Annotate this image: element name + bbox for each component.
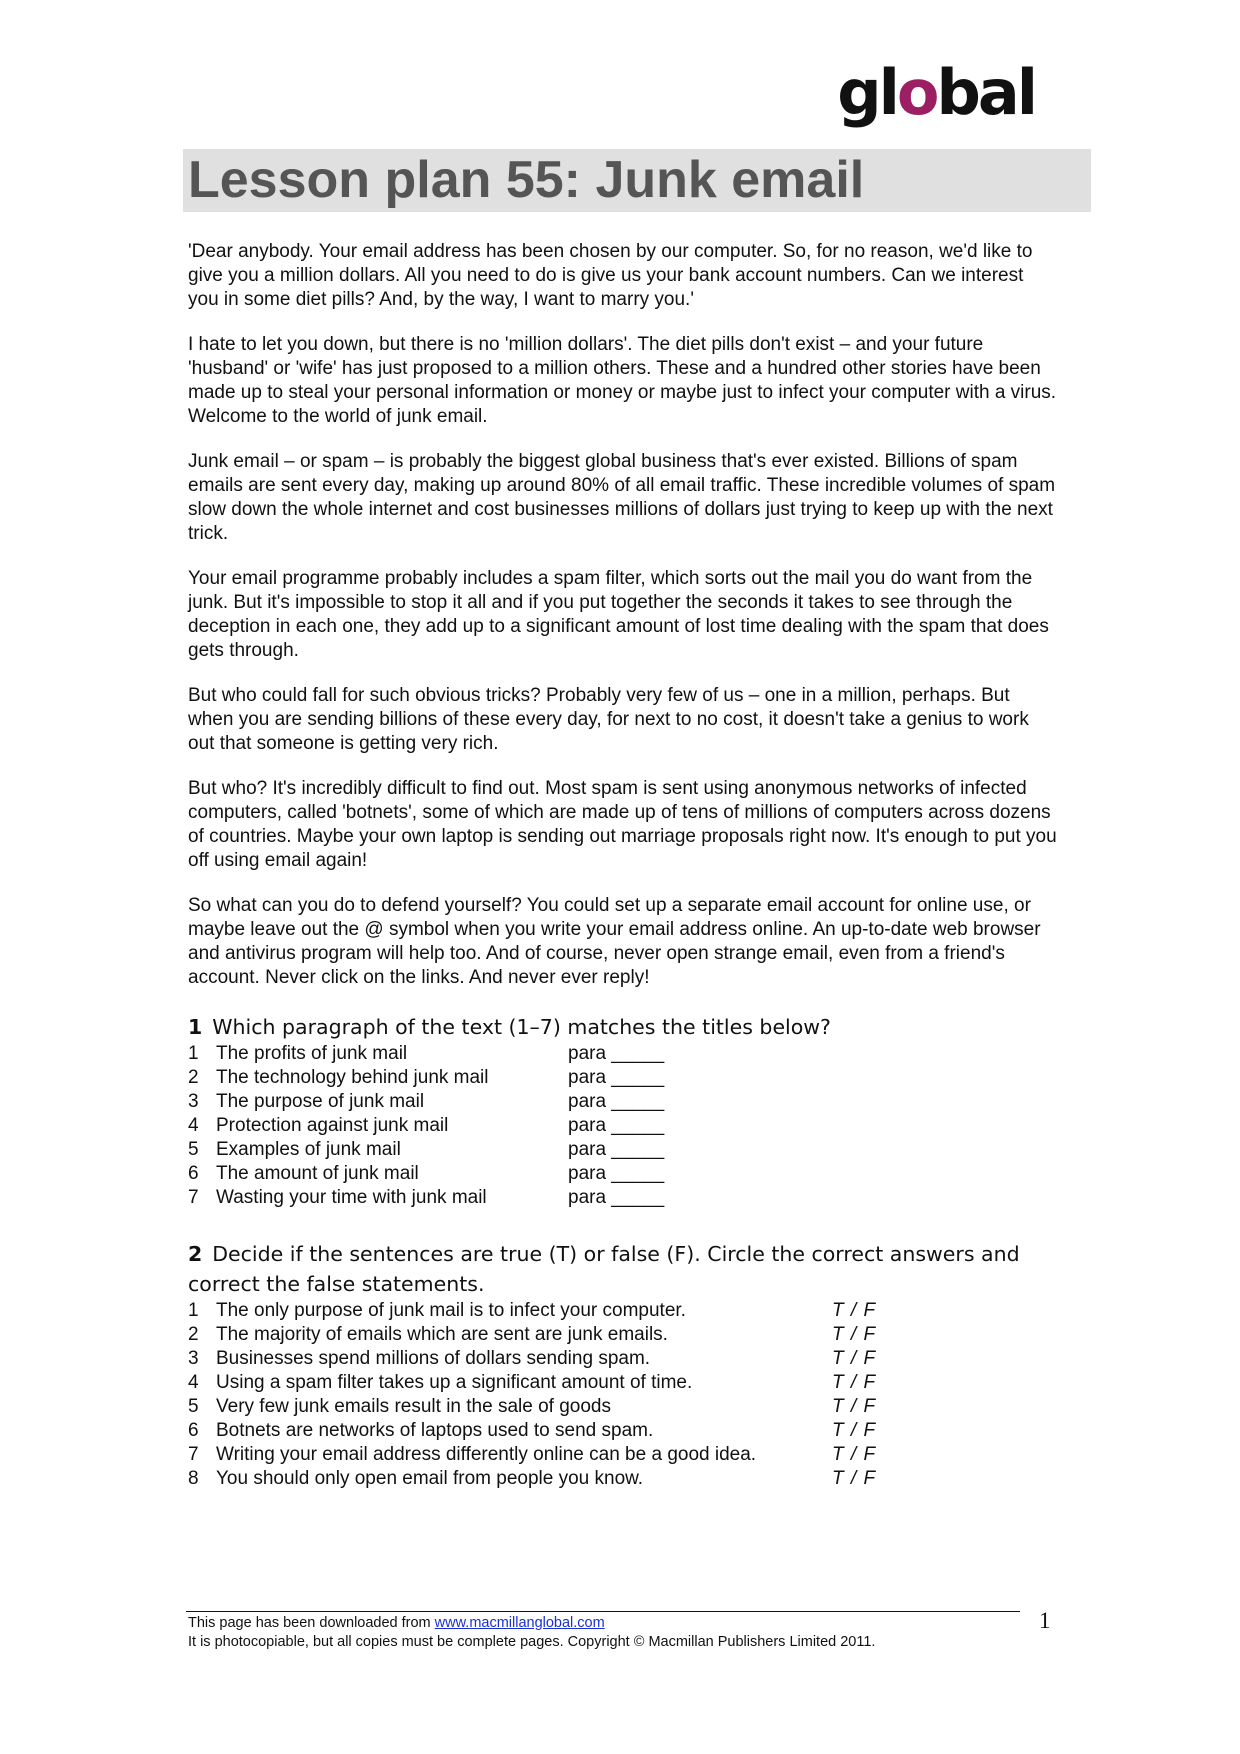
list-item	[188, 1371, 1038, 1395]
item-number: 5	[188, 1396, 199, 1417]
item-statement: Very few junk emails result in the sale of goods	[216, 1396, 611, 1417]
item-statement: Businesses spend millions of dollars sending spam.	[216, 1348, 651, 1369]
item-number: 2	[188, 1067, 199, 1088]
para-answer-blank[interactable]: para _____	[568, 1187, 665, 1208]
item-number: 6	[188, 1163, 199, 1184]
true-false-choice[interactable]: T / F	[832, 1348, 877, 1369]
item-title: The amount of junk mail	[216, 1163, 419, 1184]
true-false-choice[interactable]: T / F	[832, 1324, 877, 1345]
true-false-choice[interactable]: T / F	[832, 1300, 877, 1321]
para-answer-blank[interactable]: para _____	[568, 1115, 665, 1136]
exercise-2-heading	[188, 1239, 1038, 1299]
page-footer	[188, 1614, 875, 1652]
item-number: 7	[188, 1444, 199, 1465]
item-number: 7	[188, 1187, 199, 1208]
footer-divider	[186, 1611, 1020, 1612]
para-answer-blank[interactable]: para _____	[568, 1139, 665, 1160]
list-item	[188, 1467, 1038, 1491]
logo-end: bal	[936, 56, 1035, 129]
list-item	[188, 1395, 1038, 1419]
list-item	[188, 1162, 1038, 1186]
item-statement: You should only open email from people you know.	[216, 1468, 644, 1489]
paragraph-4: Your email programme probably includes a spam filter, which sorts out the mail you do want from the junk. But it's impossible to stop it all and if you put together the seconds it takes to see through the deception in each one, they add up to a significant amount of lost time dealing with the spam that does gets through.	[188, 568, 1049, 661]
list-item	[188, 1066, 1038, 1090]
item-number: 6	[188, 1420, 199, 1441]
macmillan-global-link[interactable]: www.macmillanglobal.com	[434, 1615, 605, 1631]
item-title: Wasting your time with junk mail	[216, 1187, 487, 1208]
true-false-choice[interactable]: T / F	[832, 1396, 877, 1417]
list-item	[188, 1347, 1038, 1371]
exercise-1-heading	[188, 1012, 1038, 1042]
item-number: 3	[188, 1348, 199, 1369]
list-item	[188, 1090, 1038, 1114]
item-title: The purpose of junk mail	[216, 1091, 425, 1112]
item-title: The technology behind junk mail	[216, 1067, 489, 1088]
paragraph-6: But who? It's incredibly difficult to find out. Most spam is sent using anonymous networks of infected computers, called 'botnets', some of which are made up of tens of millions of computers across dozens of countries. Maybe your own laptop is sending out marriage proposals right now. It's enough to put you off using email again!	[188, 778, 1057, 871]
paragraph-7: So what can you do to defend yourself? You could set up a separate email account for online use, or maybe leave out the @ symbol when you write your email address online. An up-to-date web browser and antivirus program will help too. And of course, never open strange email, even from a friend's account. Never click on the links. And never ever reply!	[188, 895, 1041, 988]
true-false-choice[interactable]: T / F	[832, 1420, 877, 1441]
paragraph-2: I hate to let you down, but there is no 'million dollars'. The diet pills don't exist – and your future 'husband' or 'wife' has just proposed to a million others. These and a hundred other stories have been made up to steal your personal information or money or maybe just to infect your computer with a virus. Welcome to the world of junk email.	[188, 334, 1057, 427]
page-number: 1	[1039, 1608, 1051, 1633]
exercise-1-number: 1	[188, 1015, 203, 1039]
item-number: 4	[188, 1115, 199, 1136]
article-body	[188, 240, 1058, 1011]
list-item	[188, 1419, 1038, 1443]
item-statement: Writing your email address differently online can be a good idea.	[216, 1444, 757, 1465]
list-item	[188, 1299, 1038, 1323]
item-number: 1	[188, 1300, 199, 1321]
item-statement: Botnets are networks of laptops used to send spam.	[216, 1420, 654, 1441]
page-title: Lesson plan 55: Junk email	[188, 151, 865, 209]
footer-download-line	[188, 1614, 875, 1633]
list-item	[188, 1323, 1038, 1347]
para-answer-blank[interactable]: para _____	[568, 1043, 665, 1064]
true-false-choice[interactable]: T / F	[832, 1468, 877, 1489]
item-number: 5	[188, 1139, 199, 1160]
item-title: The profits of junk mail	[216, 1043, 408, 1064]
item-statement: Using a spam filter takes up a significant amount of time.	[216, 1372, 693, 1393]
global-logo	[837, 56, 1035, 129]
item-statement: The only purpose of junk mail is to infect your computer.	[216, 1300, 686, 1321]
footer-download-text: This page has been downloaded from	[188, 1615, 435, 1631]
paragraph-5: But who could fall for such obvious tricks? Probably very few of us – one in a million, perhaps. But when you are sending billions of these every day, for next to no cost, it doesn't take a genius to work out that someone is getting very rich.	[188, 685, 1029, 754]
item-title: Protection against junk mail	[216, 1115, 449, 1136]
true-false-choice[interactable]: T / F	[832, 1372, 877, 1393]
list-item	[188, 1138, 1038, 1162]
logo-start: gl	[837, 56, 897, 129]
item-statement: The majority of emails which are sent are junk emails.	[216, 1324, 668, 1345]
exercise-1	[188, 1012, 1038, 1210]
exercise-1-instruction: Which paragraph of the text (1–7) matches the titles below?	[212, 1015, 831, 1039]
para-answer-blank[interactable]: para _____	[568, 1067, 665, 1088]
paragraph-3: Junk email – or spam – is probably the biggest global business that's ever existed. Billions of spam emails are sent every day, making up around 80% of all email traffic. These incredible volumes of spam slow down the whole internet and cost businesses millions of dollars just trying to keep up with the next trick.	[188, 451, 1056, 544]
exercise-2-instruction: Decide if the sentences are true (T) or false (F). Circle the correct answers and correct the false statements.	[188, 1242, 1020, 1296]
list-item	[188, 1186, 1038, 1210]
footer-copyright: It is photocopiable, but all copies must be complete pages. Copyright © Macmillan Publishers Limited 2011.	[188, 1634, 876, 1650]
list-item	[188, 1114, 1038, 1138]
para-answer-blank[interactable]: para _____	[568, 1091, 665, 1112]
item-title: Examples of junk mail	[216, 1139, 401, 1160]
item-number: 8	[188, 1468, 199, 1489]
list-item	[188, 1443, 1038, 1467]
true-false-choice[interactable]: T / F	[832, 1444, 877, 1465]
exercise-2-number: 2	[188, 1242, 203, 1266]
list-item	[188, 1042, 1038, 1066]
exercise-2	[188, 1239, 1038, 1491]
paragraph-1: 'Dear anybody. Your email address has been chosen by our computer. So, for no reason, we'd like to give you a million dollars. All you need to do is give us your bank account numbers. Can we interest you in some diet pills? And, by the way, I want to marry you.'	[188, 241, 1033, 310]
item-number: 4	[188, 1372, 199, 1393]
logo-o-mark: o	[896, 56, 937, 129]
item-number: 3	[188, 1091, 199, 1112]
para-answer-blank[interactable]: para _____	[568, 1163, 665, 1184]
item-number: 1	[188, 1043, 199, 1064]
item-number: 2	[188, 1324, 199, 1345]
